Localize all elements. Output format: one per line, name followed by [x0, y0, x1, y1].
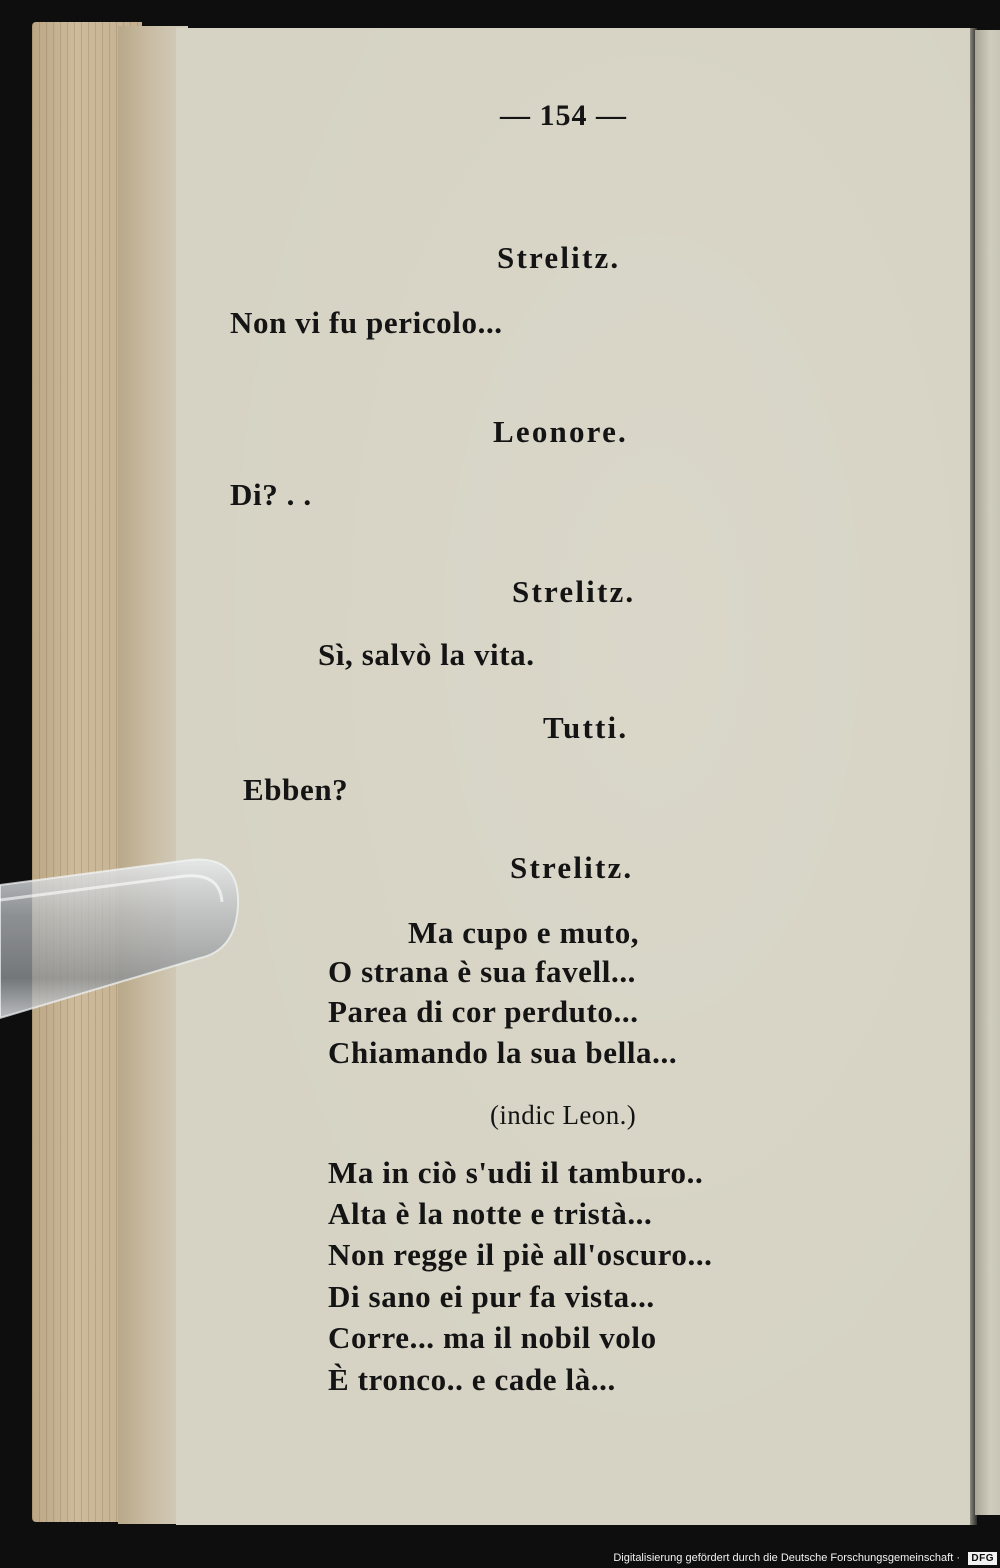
verse-line: Di sano ei pur fa vista...	[328, 1279, 655, 1314]
verse-line: Chiamando la sua bella...	[328, 1035, 678, 1070]
glass-page-clip	[0, 840, 250, 1030]
verse-line: È tronco.. e cade là...	[328, 1362, 616, 1397]
verse-line: Alta è la notte e tristà...	[328, 1196, 653, 1231]
verse-line: Sì, salvò la vita.	[318, 637, 535, 672]
verse-line: Ma cupo e muto,	[408, 915, 640, 950]
verse-line: Corre... ma il nobil volo	[328, 1320, 657, 1355]
verse-line: Ma in ciò s'udi il tamburo..	[328, 1155, 704, 1190]
speaker-heading: Strelitz.	[497, 240, 621, 275]
dfg-logo: DFG	[968, 1552, 997, 1565]
verse-line: O strana è sua favell...	[328, 954, 637, 989]
verse-line: Non vi fu pericolo...	[230, 305, 503, 340]
verse-line: Parea di cor perduto...	[328, 994, 639, 1029]
verse-line: Ebben?	[243, 772, 349, 807]
digitization-credit: Digitalisierung gefördert durch die Deutsche Forschungsgemeinschaft ·	[613, 1552, 960, 1564]
verse-line: Non regge il piè all'oscuro...	[328, 1237, 713, 1272]
page-number: — 154 —	[500, 99, 627, 132]
speaker-heading: Strelitz.	[512, 574, 636, 609]
facing-page-edge	[975, 30, 1000, 1515]
speaker-heading: Leonore.	[493, 414, 628, 449]
speaker-heading: Strelitz.	[510, 850, 634, 885]
verse-line: Di? . .	[230, 477, 312, 512]
speaker-heading: Tutti.	[543, 710, 629, 745]
stage-direction: (indic Leon.)	[490, 1100, 637, 1130]
